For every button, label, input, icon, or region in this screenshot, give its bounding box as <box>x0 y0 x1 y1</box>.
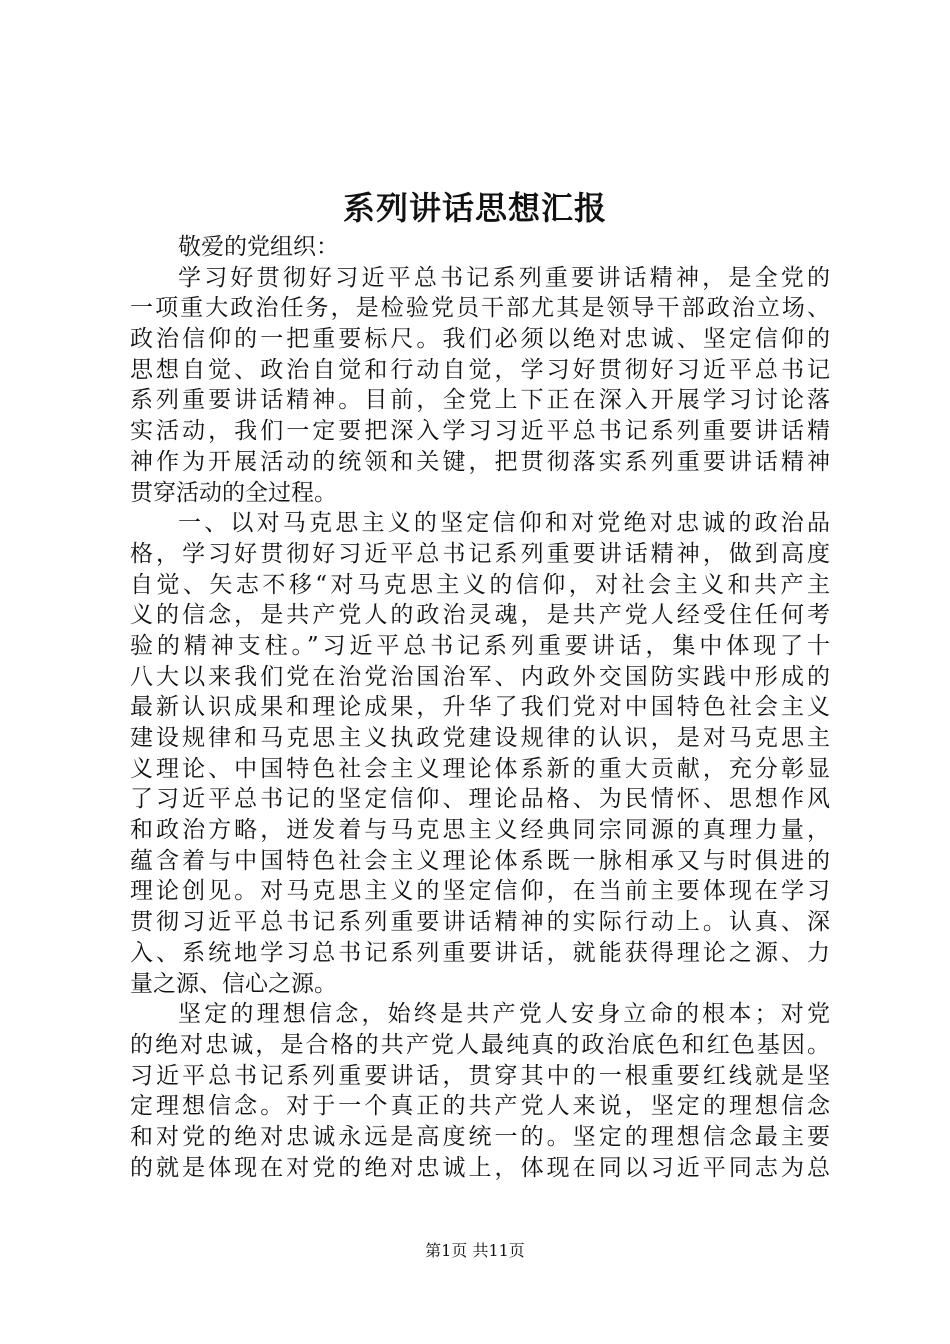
document-title: 系列讲话思想汇报 <box>342 189 607 227</box>
paragraph-line: 定理想信念。对于一个真正的共产党人来说，坚定的理想信念 <box>130 1093 830 1120</box>
paragraph-line: 实活动，我们一定要把深入学习习近平总书记系列重要讲话精 <box>130 418 830 445</box>
paragraph-line: 的就是体现在对党的绝对忠诚上，体现在同以习近平同志为总 <box>130 1154 830 1181</box>
paragraph-line: 思想自觉、政治自觉和行动自觉，学习好贯彻好习近平总书记 <box>130 356 830 383</box>
paragraph-line: 了习近平总书记的坚定信仰、理论品格、为民情怀、思想作风 <box>130 786 830 813</box>
paragraph-line: 的绝对忠诚，是合格的共产党人最纯真的政治底色和红色基因。 <box>130 1031 830 1058</box>
paragraph-line: 义理论、中国特色社会主义理论体系新的重大贡献，充分彰显 <box>130 755 830 782</box>
paragraph-line: 入、系统地学习总书记系列重要讲话，就能获得理论之源、力 <box>130 939 830 966</box>
paragraph-line: 建设规律和马克思主义执政党建设规律的认识，是对马克思主 <box>130 725 830 751</box>
paragraph-line: 理论创见。对马克思主义的坚定信仰，在当前主要体现在学习 <box>130 878 830 905</box>
salutation-line: 敬爱的党组织： <box>178 234 339 260</box>
paragraph-line: 最新认识成果和理论成果，升华了我们党对中国特色社会主义 <box>130 694 830 721</box>
paragraph-line: 和对党的绝对忠诚永远是高度统一的。坚定的理想信念最主要 <box>130 1123 830 1150</box>
paragraph-line: 贯穿活动的全过程。 <box>130 479 337 506</box>
paragraph-line: 神作为开展活动的统领和关键，把贯彻落实系列重要讲话精神 <box>130 448 830 475</box>
paragraph-line: 验的精神支柱。”习近平总书记系列重要讲话，集中体现了十 <box>130 632 830 659</box>
paragraph-line: 坚定的理想信念，始终是共产党人安身立命的根本；对党 <box>178 1001 830 1028</box>
paragraph-line: 和政治方略，迸发着与马克思主义经典同宗同源的真理力量， <box>130 817 830 844</box>
paragraph-line: 习近平总书记系列重要讲话，贯穿其中的一根重要红线就是坚 <box>130 1062 830 1089</box>
paragraph-line: 一项重大政治任务，是检验党员干部尤其是领导干部政治立场、 <box>130 295 830 322</box>
document-body <box>130 232 830 1183</box>
paragraph-line: 格，学习好贯彻好习近平总书记系列重要讲话精神，做到高度 <box>130 540 830 567</box>
paragraph-line: 量之源、信心之源。 <box>130 970 337 997</box>
paragraph-line: 蕴含着与中国特色社会主义理论体系既一脉相承又与时俱进的 <box>130 847 830 874</box>
page-footer: 第1页 共11页 <box>425 1241 525 1260</box>
paragraph-line: 贯彻习近平总书记系列重要讲话精神的实际行动上。认真、深 <box>130 909 830 936</box>
paragraph-line: 政治信仰的一把重要标尺。我们必须以绝对忠诚、坚定信仰的 <box>130 326 830 353</box>
paragraph-line: 自觉、矢志不移“对马克思主义的信仰，对社会主义和共产主 <box>130 571 830 598</box>
paragraph-line: 一、以对马克思主义的坚定信仰和对党绝对忠诚的政治品 <box>178 510 830 537</box>
paragraph-line: 学习好贯彻好习近平总书记系列重要讲话精神，是全党的 <box>178 264 830 291</box>
paragraph-line: 系列重要讲话精神。目前，全党上下正在深入开展学习讨论落 <box>130 387 830 414</box>
paragraph-line: 义的信念，是共产党人的政治灵魂，是共产党人经受住任何考 <box>130 602 830 629</box>
paragraph-line: 八大以来我们党在治党治国治军、内政外交国防实践中形成的 <box>130 663 830 690</box>
